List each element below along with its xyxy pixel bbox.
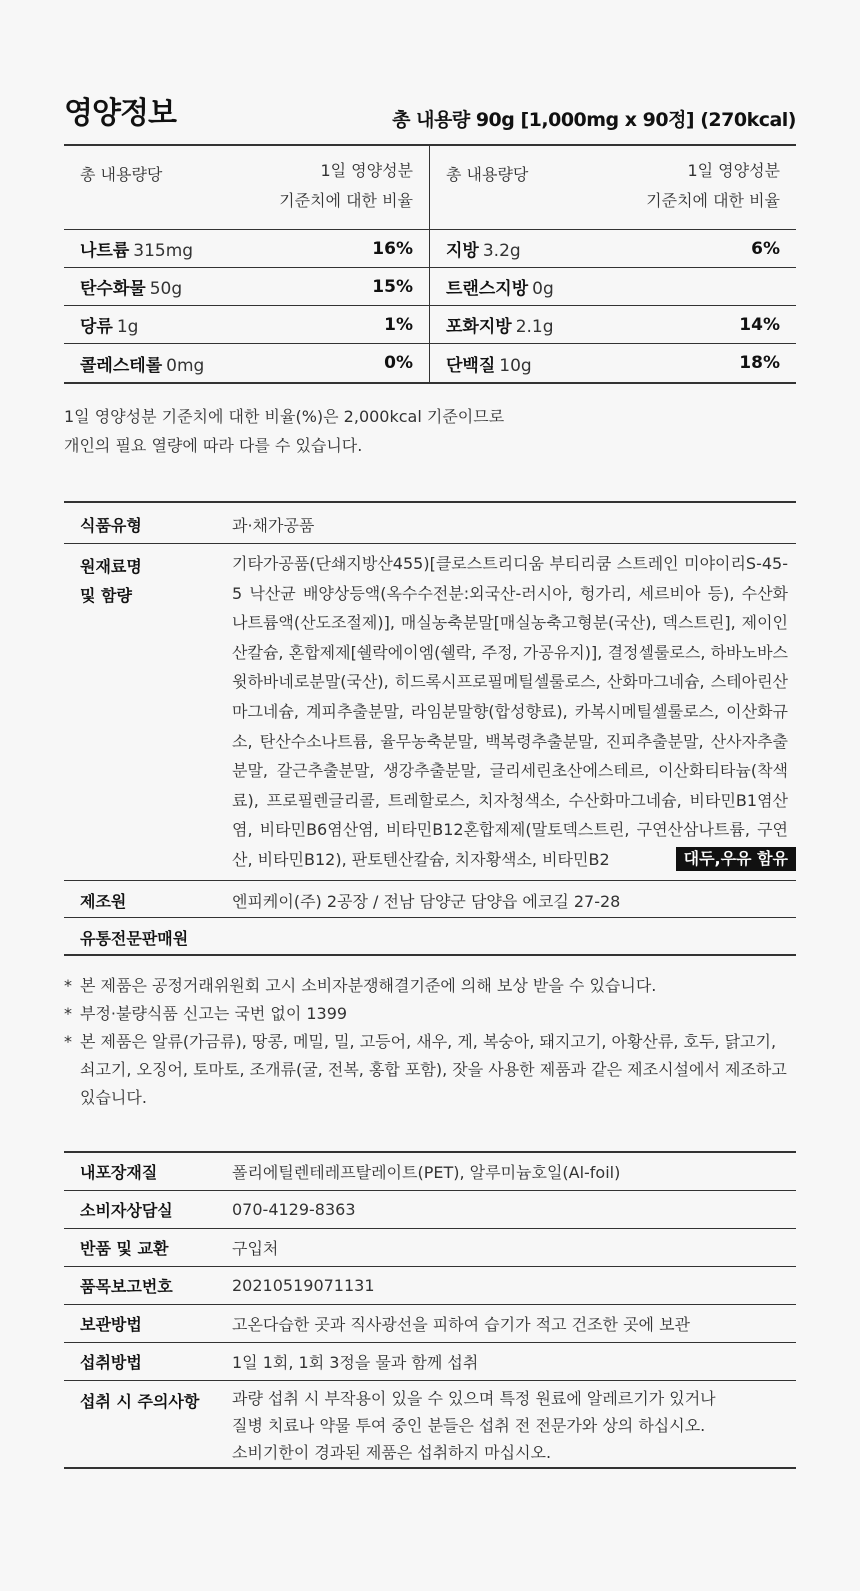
ingredients-value: [232, 544, 796, 875]
nutrient-amount: 315mg: [133, 241, 194, 261]
nutrition-footnote-line1: 1일 영양성분 기준치에 대한 비율(%)은 2,000kcal 기준이므로: [64, 407, 505, 426]
detail-label: 보관방법: [80, 1315, 142, 1334]
nutrient-amount: 2.1g: [515, 317, 554, 337]
nutrient-name: 지방: [446, 241, 479, 261]
nutrition-title: 영양정보: [64, 96, 176, 131]
nutrient-percent: 16%: [372, 238, 413, 259]
nutrient-row: [64, 344, 429, 382]
nutrient-row: [430, 230, 796, 268]
nutrient-name: 나트륨: [80, 241, 130, 261]
nutrient-amount: 3.2g: [482, 241, 521, 261]
detail-value: 구입처: [232, 1239, 279, 1258]
distributor-value: [232, 918, 796, 928]
caution-line: 소비기한이 경과된 제품은 섭취하지 마십시오.: [232, 1443, 552, 1462]
nutrient-percent: 0%: [384, 353, 413, 373]
details-table: [64, 1151, 796, 1469]
ingredients-label-line2: 및 함량: [80, 586, 132, 605]
nutrition-column-header: [430, 146, 796, 230]
detail-label: 내포장재질: [80, 1163, 158, 1182]
nutrition-header: [64, 88, 796, 144]
asterisk-icon: *: [64, 1004, 72, 1023]
nutrition-column-right: [430, 146, 796, 382]
distributor-label: 유통전문판매원: [80, 929, 189, 948]
info-row-storage: [64, 1305, 796, 1343]
manufacturer-label: 제조원: [80, 892, 127, 911]
info-row-returns: [64, 1229, 796, 1267]
daily-value-label-line2: 기준치에 대한 비율: [279, 191, 413, 210]
detail-label: 소비자상담실: [80, 1201, 173, 1220]
info-row-customer-service: [64, 1191, 796, 1229]
nutrition-footnote: [64, 402, 796, 460]
nutrient-percent: 18%: [739, 353, 780, 373]
daily-value-label: [646, 156, 780, 229]
daily-value-label: [279, 156, 413, 229]
nutrient-amount: 0mg: [166, 355, 205, 376]
nutrient-row: [64, 268, 429, 306]
nutrient-name: 포화지방: [446, 317, 512, 337]
food-type-label: 식품유형: [80, 516, 142, 535]
info-row-report-number: [64, 1267, 796, 1305]
info-row-packaging: [64, 1153, 796, 1191]
caution-line: 과량 섭취 시 부작용이 있을 수 있으며 특정 원료에 알레르기가 있거나: [232, 1389, 716, 1408]
detail-value: 1일 1회, 1회 3정을 물과 함께 섭취: [232, 1353, 479, 1372]
caution-label: 섭취 시 주의사항: [80, 1392, 200, 1411]
daily-value-label-line1: 1일 영양성분: [687, 161, 780, 180]
notice-text: 부정·불량식품 신고는 국번 없이 1399: [80, 1004, 348, 1023]
nutrient-percent: 1%: [384, 314, 413, 335]
info-row-intake: [64, 1343, 796, 1381]
detail-value: 고온다습한 곳과 직사광선을 피하여 습기가 적고 건조한 곳에 보관: [232, 1315, 691, 1334]
nutrient-row: [64, 230, 429, 268]
info-row-ingredients: [64, 544, 796, 881]
nutrient-row: [430, 344, 796, 382]
per-total-label: 총 내용량당: [446, 165, 529, 184]
manufacturer-value: 엔피케이(주) 2공장 / 전남 담양군 담양읍 에코길 27-28: [232, 892, 621, 911]
notice-text: 본 제품은 공정거래위원회 고시 소비자분쟁해결기준에 의해 보상 받을 수 있습니다.: [80, 976, 657, 995]
nutrient-amount: 50g: [149, 279, 183, 299]
nutrition-column-header: [64, 146, 429, 230]
ingredients-label: [64, 544, 232, 610]
nutrient-name: 트랜스지방: [446, 279, 529, 299]
detail-label: 섭취방법: [80, 1353, 142, 1372]
nutrient-percent: 6%: [751, 238, 780, 259]
daily-value-label-line2: 기준치에 대한 비율: [646, 191, 780, 210]
nutrition-column-left: [64, 146, 430, 382]
nutrient-name: 당류: [80, 317, 113, 337]
info-row-caution: [64, 1381, 796, 1469]
nutrient-name: 콜레스테롤: [80, 355, 163, 376]
asterisk-icon: *: [64, 976, 72, 995]
nutrient-amount: 0g: [532, 279, 554, 299]
caution-line: 질병 치료나 약물 투여 중인 분들은 섭취 전 전문가와 상의 하십시오.: [232, 1416, 706, 1435]
nutrition-section: [64, 88, 796, 460]
notice-text: 본 제품은 알류(가금류), 땅콩, 메밀, 밀, 고등어, 새우, 게, 복숭아, 돼지고기, 아황산류, 호두, 닭고기, 쇠고기, 오징어, 토마토, 조개류(굴, 전복, 홍합 포함), 잣을 사용한 제품과 같은 제조시설에서 제조하고 있습니다.: [80, 1032, 787, 1107]
detail-value: 070-4129-8363: [232, 1200, 356, 1219]
nutrient-row: [430, 306, 796, 344]
nutrition-total-content: 총 내용량 90g [1,000mg x 90정] (270kcal): [392, 109, 796, 131]
info-row-distributor: [64, 918, 796, 956]
detail-label: 품목보고번호: [80, 1277, 173, 1296]
info-row-food-type: [64, 503, 796, 544]
nutrient-name: 탄수화물: [80, 279, 146, 299]
notice-item: [64, 1028, 796, 1112]
asterisk-icon: *: [64, 1032, 72, 1051]
notice-item: [64, 972, 796, 1000]
detail-value: 폴리에틸렌테레프탈레이트(PET), 알루미늄호일(Al-foil): [232, 1163, 621, 1182]
detail-value: 20210519071131: [232, 1276, 375, 1295]
nutrition-footnote-line2: 개인의 필요 열량에 따라 다를 수 있습니다.: [64, 436, 363, 455]
caution-value: [232, 1381, 796, 1466]
nutrient-row: [430, 268, 796, 306]
nutrient-percent: 14%: [739, 314, 780, 335]
info-row-manufacturer: [64, 881, 796, 918]
product-info-table: [64, 501, 796, 956]
ingredients-text: 기타가공품(단쇄지방산455)[클로스트리디움 부티리쿰 스트레인 미야이리S-45-5 낙산균 배양상등액(옥수수전분:외국산-러시아, 헝가리, 세르비아 등), 수산화나트륨액(산도조절제)], 매실농축분말[매실농축고형분(국산), 덱스트린], 제이인산칼슘, 혼합제제[쉘락에이엠(쉘락, 주정, 가공유지)], 결정셀룰로스, 하바노바스윗하바네로분말(국산), 히드록시프로필메틸셀룰로스, 산화마그네슘, 스테아린산마그네슘, 계피추출분말, 라임분말향(합성향료), 카복시메틸셀룰로스, 이산화규소, 탄산수소나트륨, 율무농축분말, 백복령추출분말, 진피추출분말, 산사자추출분말, 갈근추출분말, 생강추출분말, 글리세린초산에스테르, 이산화티타늄(착색료), 프로필렌글리콜, 트레할로스, 치자청색소, 수산화마그네슘, 비타민B1염산염, 비타민B6염산염, 비타민B12혼합제제(말토덱스트린, 구연산삼나트륨, 구연산, 비타민B12), 판토텐산칼슘, 치자황색소, 비타민B2: [232, 554, 788, 869]
nutrient-name: 단백질: [446, 355, 496, 376]
food-type-value: 과·채가공품: [232, 516, 315, 535]
daily-value-label-line1: 1일 영양성분: [320, 161, 413, 180]
notice-item: [64, 1000, 796, 1028]
allergen-badge: 대두,우유 함유: [676, 847, 796, 871]
nutrient-percent: 15%: [372, 276, 413, 297]
nutrient-row: [64, 306, 429, 344]
nutrition-table: [64, 144, 796, 384]
nutrient-amount: 1g: [116, 317, 139, 337]
nutrient-amount: 10g: [499, 355, 532, 376]
per-total-label: 총 내용량당: [80, 165, 163, 184]
detail-label: 반품 및 교환: [80, 1239, 169, 1258]
notice-list: [64, 972, 796, 1112]
ingredients-label-line1: 원재료명: [80, 557, 142, 576]
